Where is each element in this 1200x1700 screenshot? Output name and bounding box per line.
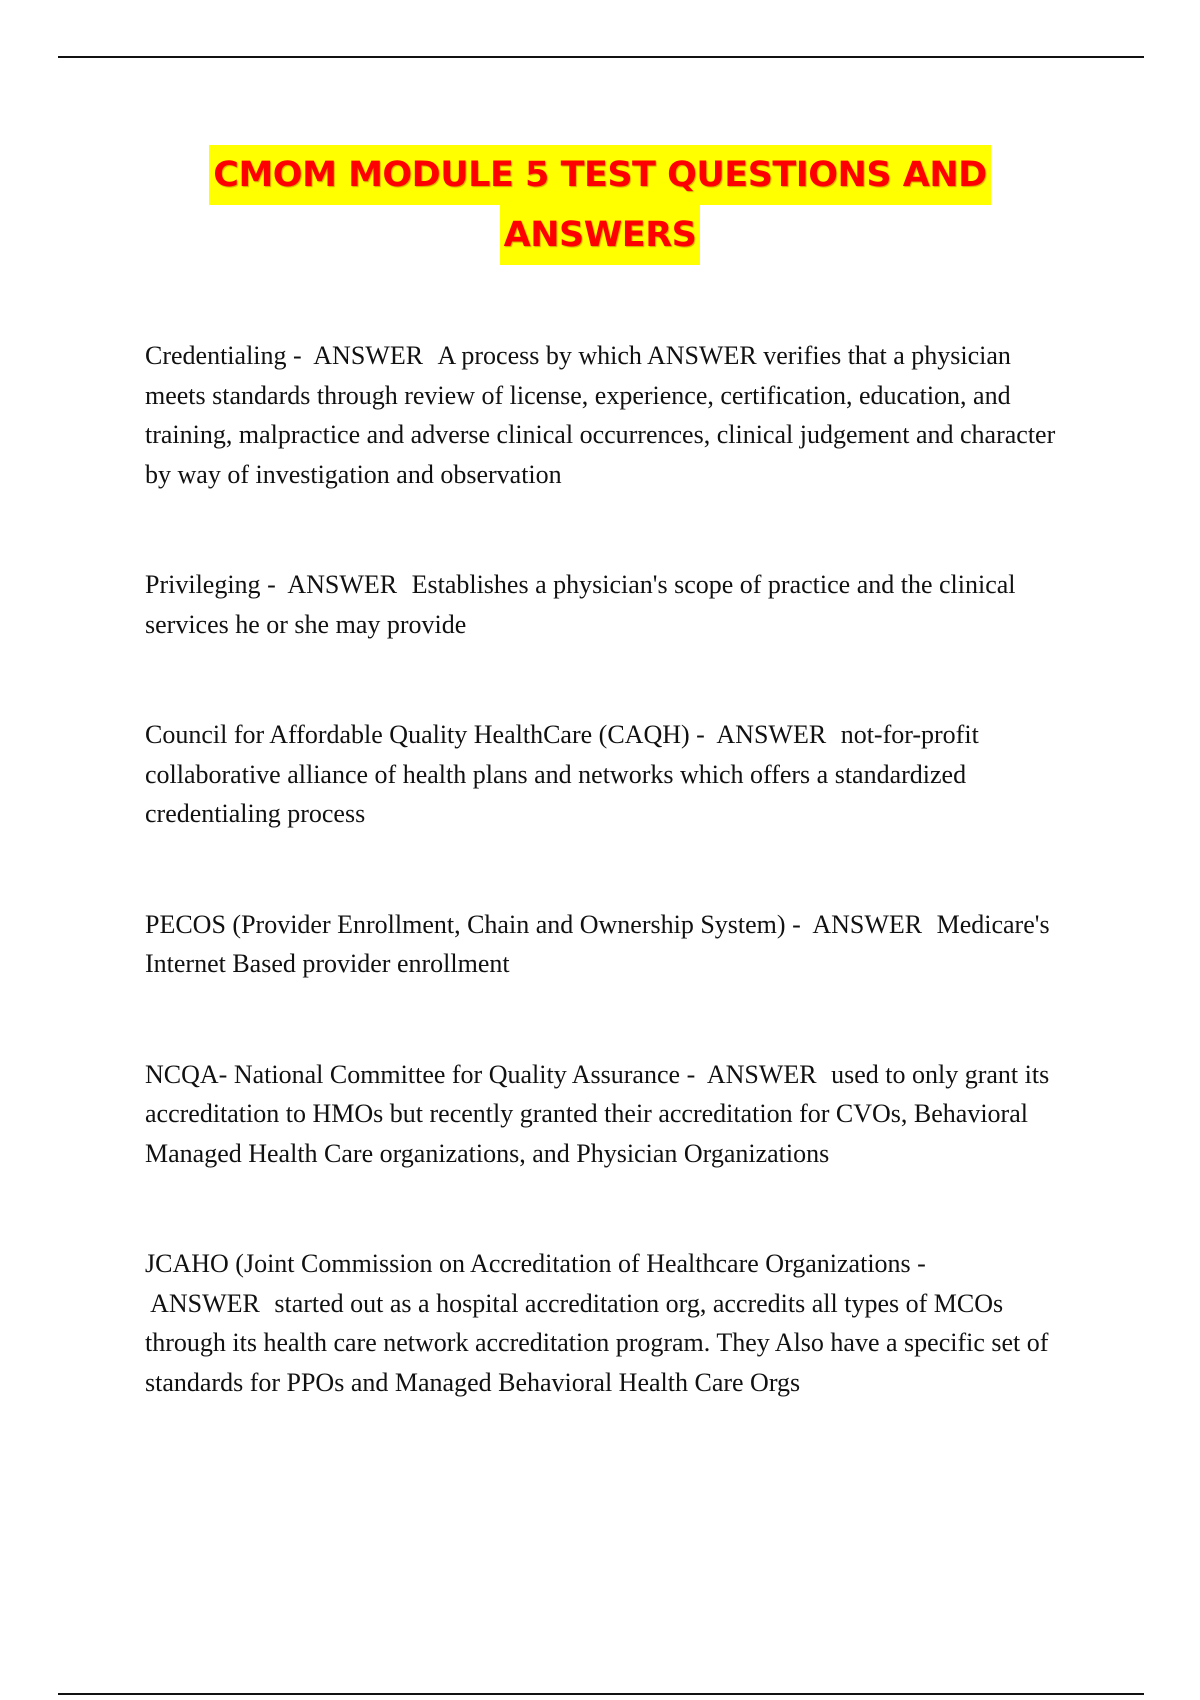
entry-answer-text: Medicare's Internet Based provider enrollment [145,909,1050,978]
entry-term: Privileging - [145,570,282,599]
qa-list [145,336,1075,1402]
top-rule [58,56,1144,58]
entry-answer-label: ANSWER [706,1059,817,1089]
entry-answer-label: ANSWER [287,570,398,599]
entry-answer-text: A process by which ANSWER verifies that a physician meets standards through review of license, experience, certification, education, and training, malpractice and adverse clinical occurrences, clinical judgement and character by way of investigation and observation [145,341,1056,489]
entry-answer-label: ANSWER [716,720,827,749]
qa-entry-ncqa [145,1055,1075,1174]
entry-term: NCQA- National Committee for Quality Assurance - [145,1060,702,1089]
title-line-2: ANSWERS [500,205,701,265]
entry-answer-label: ANSWER [313,341,424,370]
entry-answer-label: ANSWER [150,1288,260,1318]
qa-entry-pecos [145,905,1075,984]
entry-answer-label: ANSWER [812,909,923,939]
entry-answer-text: used to only grant its accreditation to HMOs but recently granted their accreditation for CVOs, Behavioral Managed Health Care organizations, and Physician Organizations [145,1059,1050,1168]
entry-term: PECOS (Provider Enrollment, Chain and Ownership System) - [145,910,807,939]
entry-answer-text: started out as a hospital accreditation org, accredits all types of MCOs through its health care network accreditation program. They Also have a specific set of standards for PPOs and Managed Behavioral Health Care Orgs [145,1288,1049,1397]
entry-term: JCAHO (Joint Commission on Accreditation of Healthcare Organizations - [145,1249,932,1278]
qa-entry-jcaho [145,1244,1075,1402]
document-title [0,145,1200,265]
bottom-rule [58,1693,1144,1695]
qa-entry-privileging [145,565,1075,644]
entry-answer-text: Establishes a physician's scope of practice and the clinical services he or she may provide [145,570,1016,639]
entry-term: Council for Affordable Quality HealthCare (CAQH) - [145,720,711,749]
title-line-1: CMOM MODULE 5 TEST QUESTIONS AND [209,145,990,205]
qa-entry-caqh [145,715,1075,834]
entry-answer-text: not-for-profit collaborative alliance of health plans and networks which offers a standardized credentialing process [145,720,979,828]
qa-entry-credentialing [145,336,1075,494]
entry-term: Credentialing - [145,341,308,370]
